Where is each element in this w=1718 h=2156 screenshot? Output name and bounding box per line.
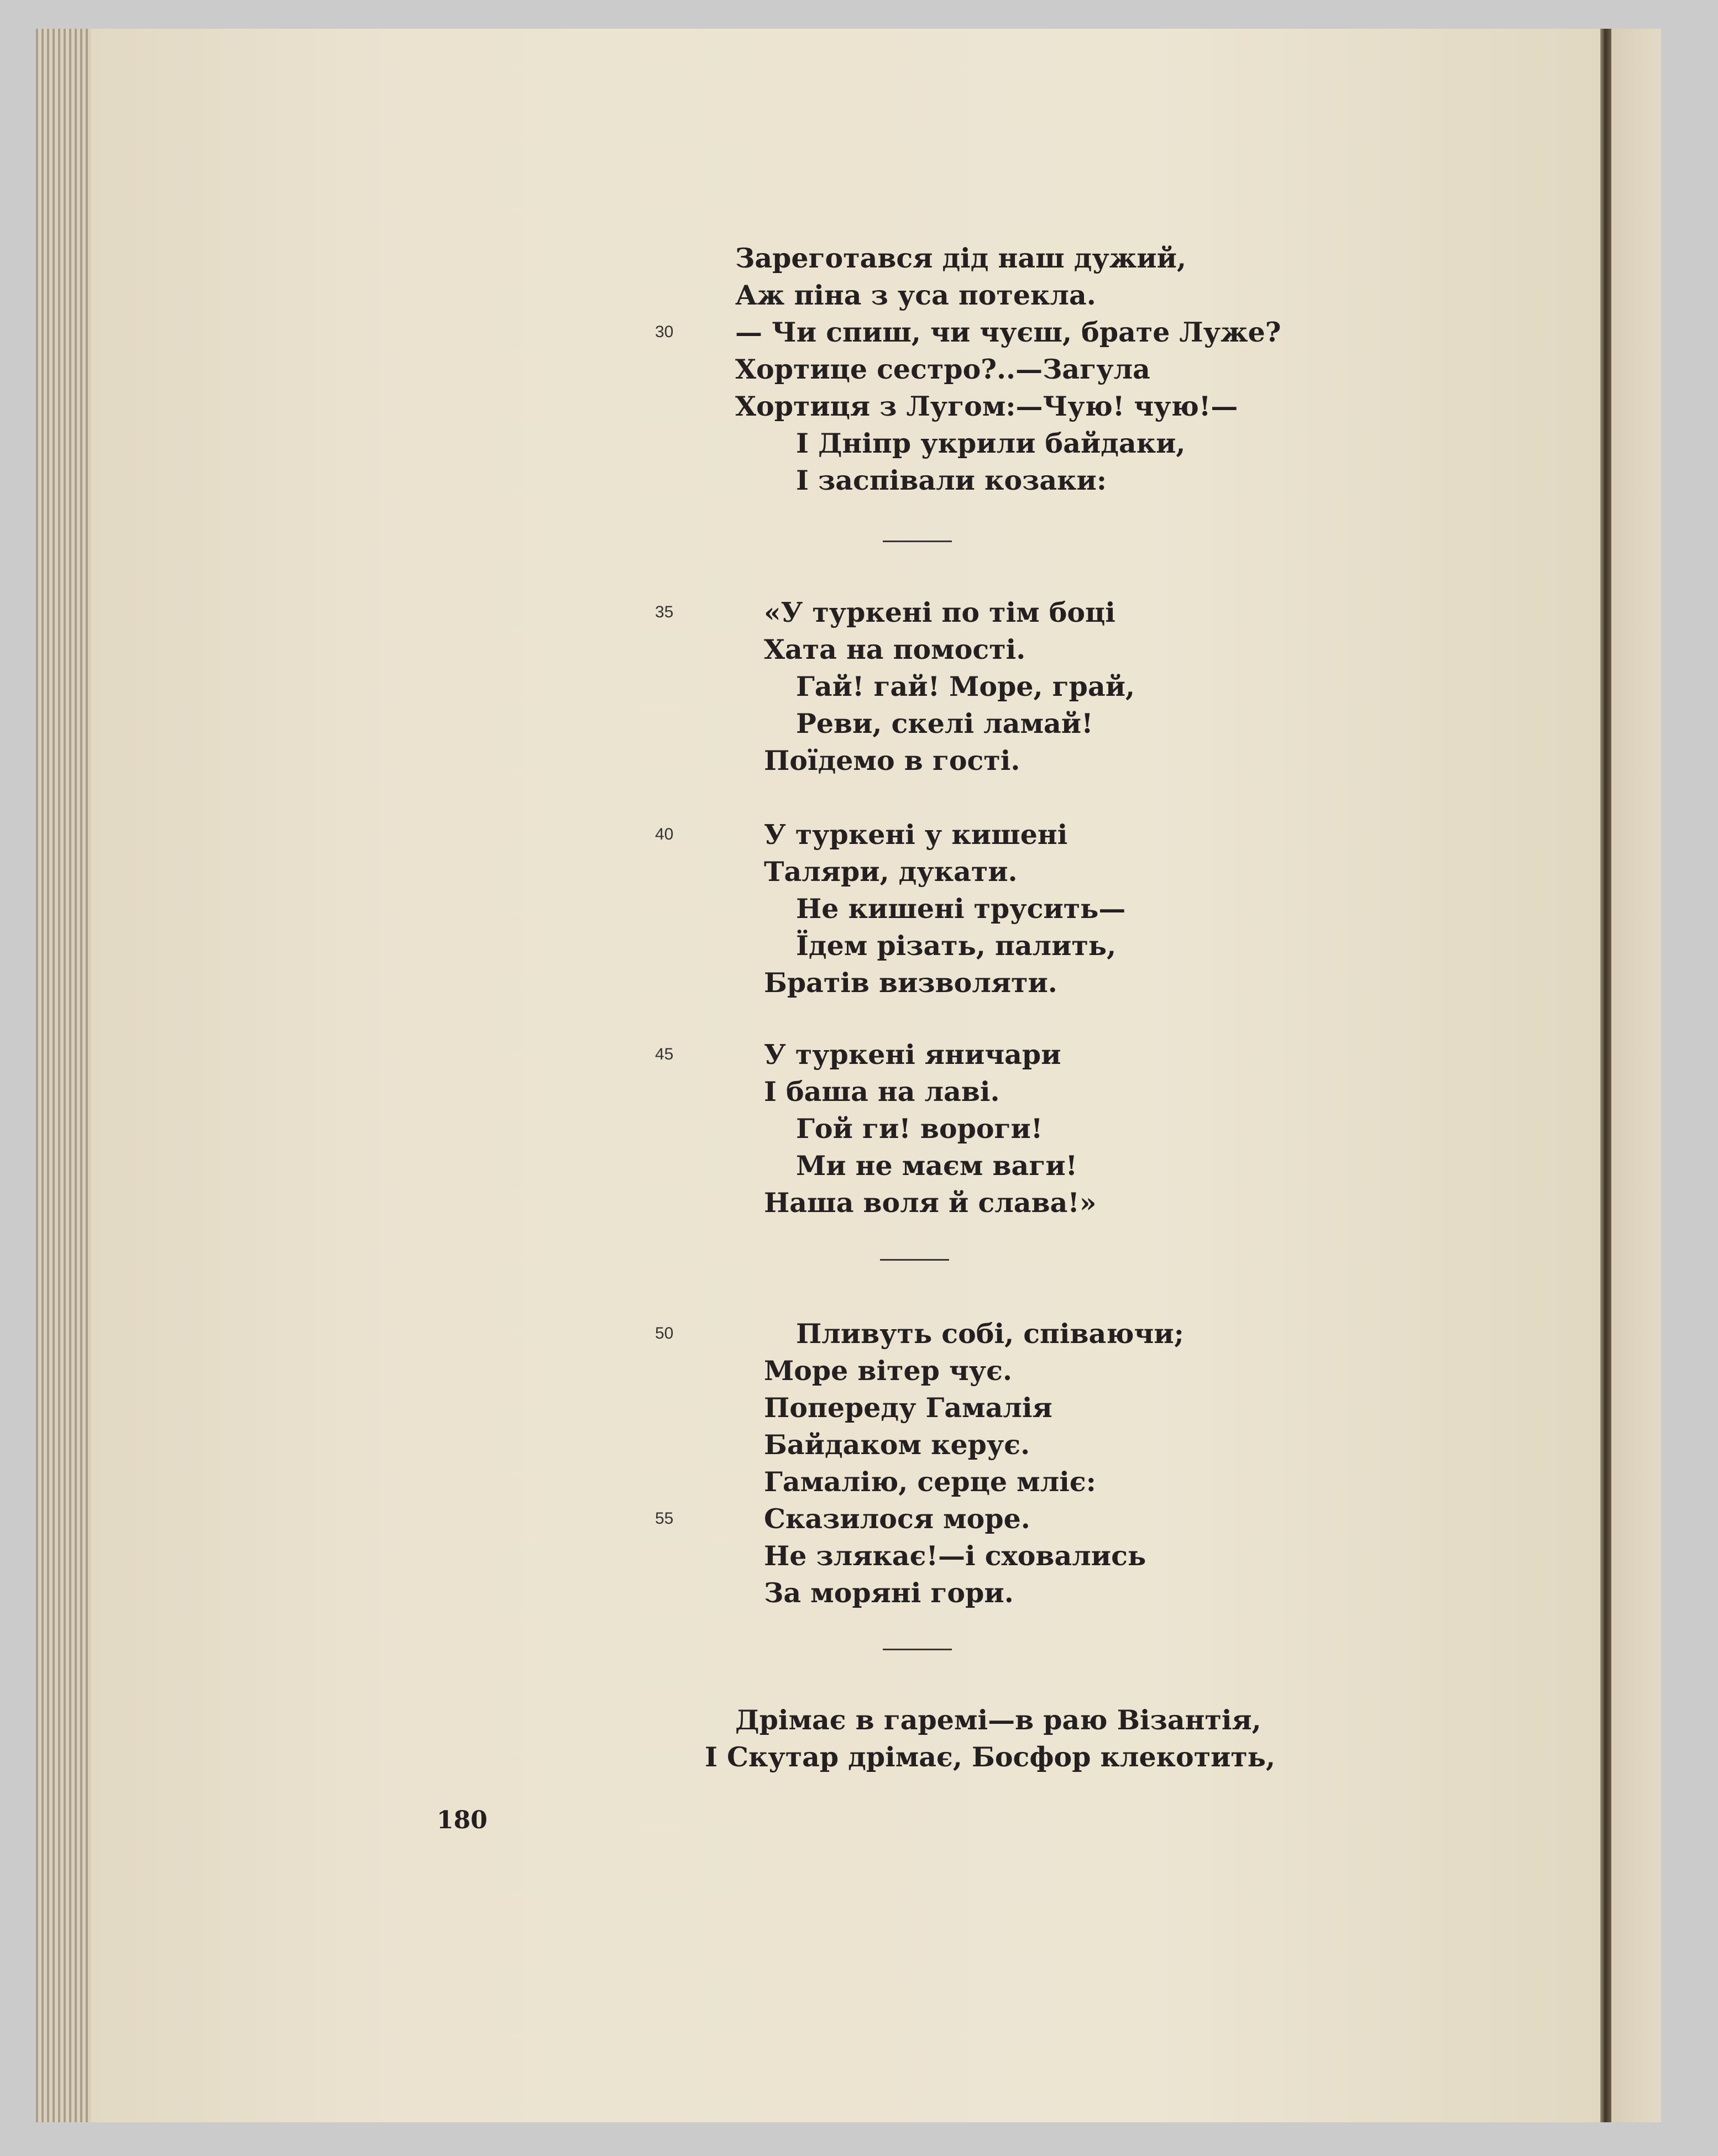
line-number: 45 [655,1045,674,1063]
poem-line: Їдем різать, палить, [796,930,1117,962]
poem-line: Хортиця з Лугом:—Чую! чую!— [735,390,1238,422]
poem-line: Хата на помості. [764,633,1026,665]
line-number: 50 [655,1324,674,1342]
line-number: 35 [655,603,674,621]
section-divider [883,541,952,542]
poem-line: Хортице сестро?..—Загула [735,353,1150,385]
page-edges [36,29,91,2122]
poem-line: Сказилося море. [764,1503,1030,1535]
poem-line: «У туркені по тім боці [764,596,1115,628]
poem-line: Наша воля й слава!» [764,1187,1097,1219]
poem-line: У туркені яничари [764,1038,1061,1071]
poem-line: Таляри, дукати. [764,856,1018,888]
poem-line: Море вітер чує. [764,1355,1013,1387]
poem-line: Реви, скелі ламай! [796,707,1093,739]
poem-line: І Скутар дрімає, Босфор клекотить, [705,1741,1276,1773]
poem-line: Аж піна з уса потекла. [735,279,1096,311]
poem-line: Не кишені трусить— [796,893,1126,925]
poem-line: Гай! гай! Море, грай, [796,670,1135,702]
poem-line: Поїдемо в гості. [764,744,1020,777]
poem-line: За моряні гори. [764,1577,1014,1609]
poem-line: Байдаком керує. [764,1429,1030,1461]
poem-line: І Дніпр укрили байдаки, [796,427,1186,459]
line-number: 55 [655,1509,674,1528]
book-gutter [1600,29,1611,2122]
section-divider [883,1649,952,1650]
poem-line: — Чи спиш, чи чуєш, брате Луже? [735,316,1281,348]
poem-line: У туркені у кишені [764,819,1068,851]
line-number: 30 [655,323,674,341]
poem-line: І баша на лаві. [764,1076,1000,1108]
page-number: 180 [437,1806,488,1834]
poem-line: Пливуть собі, співаючи; [796,1318,1184,1350]
section-divider [880,1259,949,1261]
poem-line: Гамалію, серце мліє: [764,1466,1096,1498]
poem-line: Братів визволяти. [764,967,1057,999]
poem-line: Попереду Гамалія [764,1392,1052,1424]
poem-line: Зареготався дід наш дужий, [735,242,1187,274]
poem-line: Не злякає!—і сховались [764,1540,1146,1572]
facing-page-edge [1611,29,1661,2122]
poem-line: І заспівали козаки: [796,464,1107,496]
line-number: 40 [655,825,674,843]
poem-line: Гой ги! вороги! [796,1113,1043,1145]
poem-line: Ми не маєм ваги! [796,1150,1078,1182]
poem-line: Дрімає в гаремі—в раю Візантія, [735,1704,1261,1736]
